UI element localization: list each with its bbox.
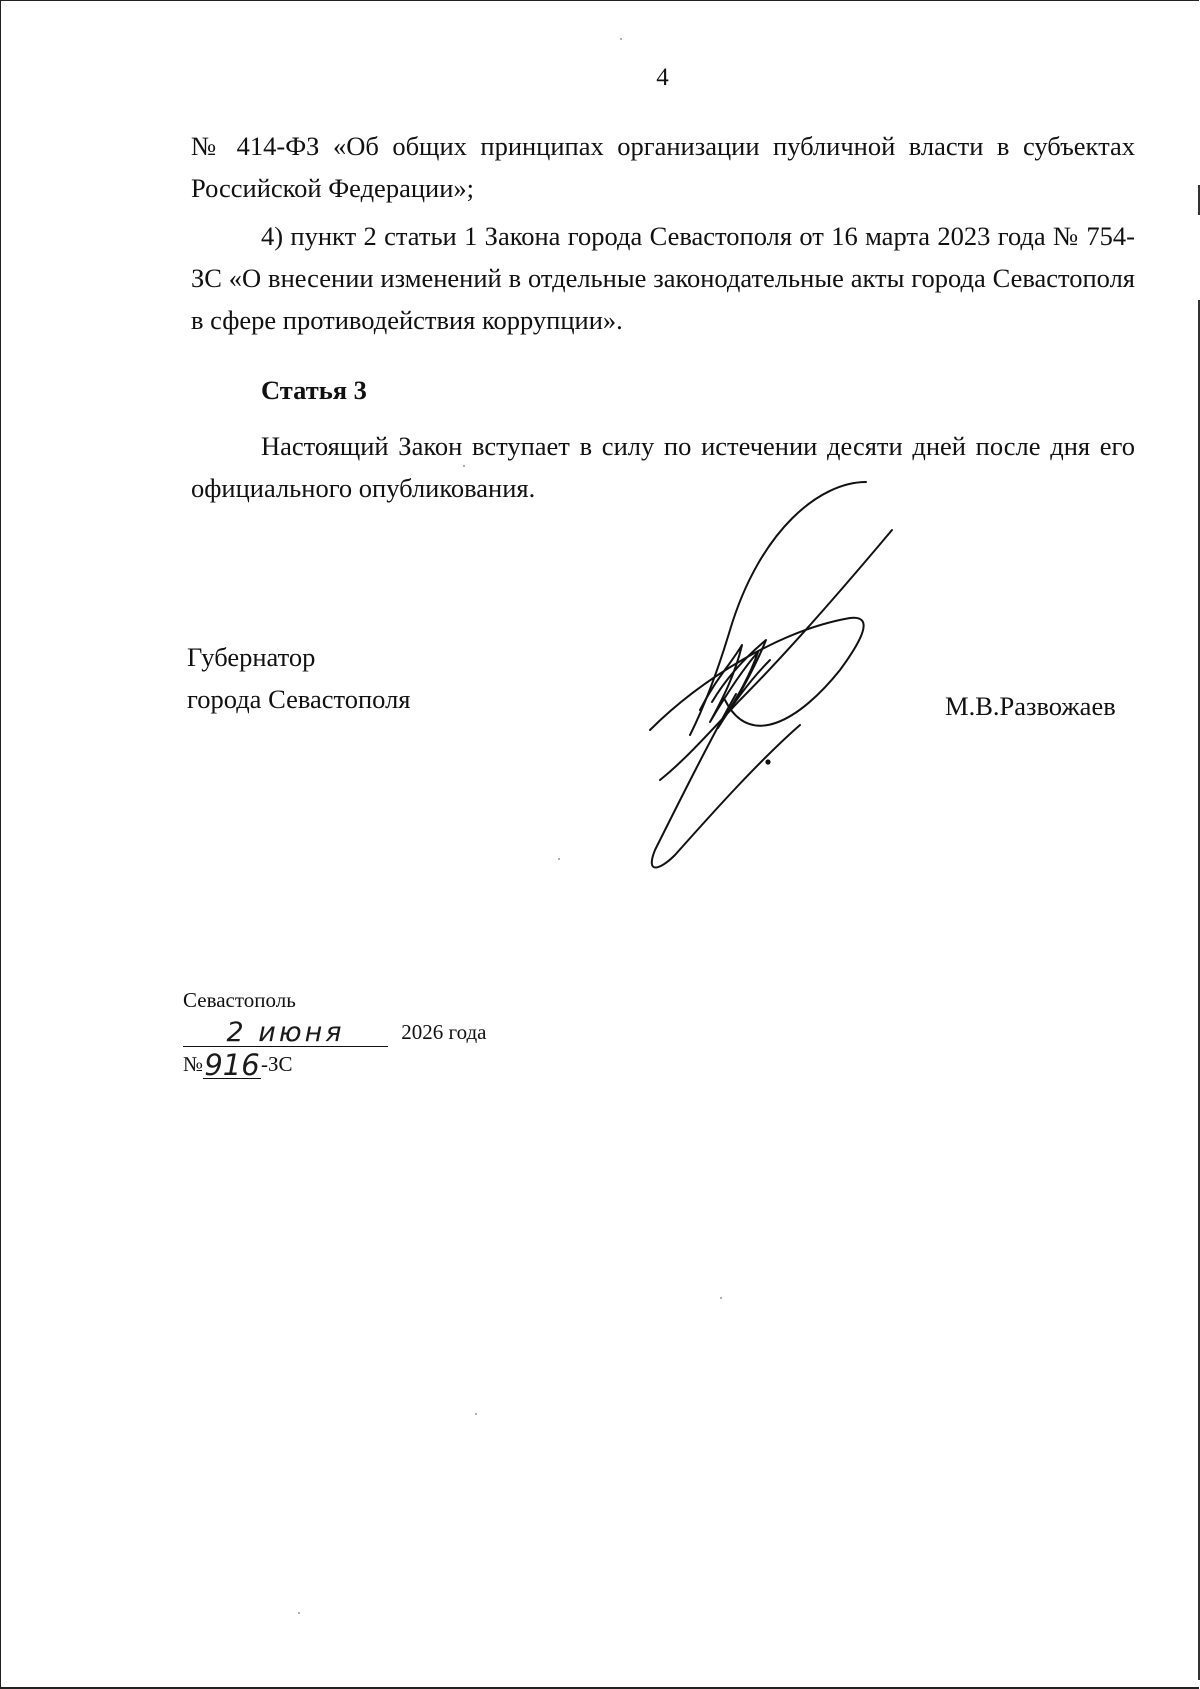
scan-speck (298, 1612, 300, 1614)
scan-speck (475, 1413, 477, 1415)
page-number: 4 (656, 64, 669, 91)
signing-city: Севастополь (183, 988, 296, 1012)
scan-speck (620, 38, 622, 40)
signing-block (183, 985, 487, 1081)
item-3-tail: № 414-ФЗ «Об общих принципах организации публичной власти в субъектах Российской Федерации»; (191, 131, 1135, 203)
signing-year: 2026 года (401, 1020, 487, 1044)
scan-speck (720, 1297, 722, 1299)
signatory-title (187, 636, 411, 720)
handwritten-date: 2 июня (183, 1020, 388, 1047)
scan-speck (558, 858, 560, 860)
signatory-name: М.В.Развожаев (945, 691, 1116, 721)
item-4: 4) пункт 2 статьи 1 Закона города Севастополя от 16 марта 2023 года № 754-ЗС «О внесении изменений в отдельные законодательные акты города Севастополя в сфере противодействия коррупции». (191, 221, 1135, 335)
handwritten-number: 916 (204, 1048, 260, 1082)
article-heading: Статья 3 (261, 375, 367, 405)
signatory-title-line-1: Губернатор (187, 642, 316, 672)
number-suffix: -ЗС (261, 1052, 293, 1076)
signing-number-line (183, 1049, 487, 1081)
signature-image (630, 470, 910, 880)
signatory-title-line-2: города Севастополя (187, 684, 411, 714)
article-text: Настоящий Закон вступает в силу по истечении десяти дней после дня его официального опубликования. (191, 431, 1135, 503)
scan-speck (463, 465, 465, 467)
number-prefix: № (183, 1052, 204, 1076)
previous-items-block (191, 125, 1135, 341)
signing-date-line (183, 1017, 487, 1049)
